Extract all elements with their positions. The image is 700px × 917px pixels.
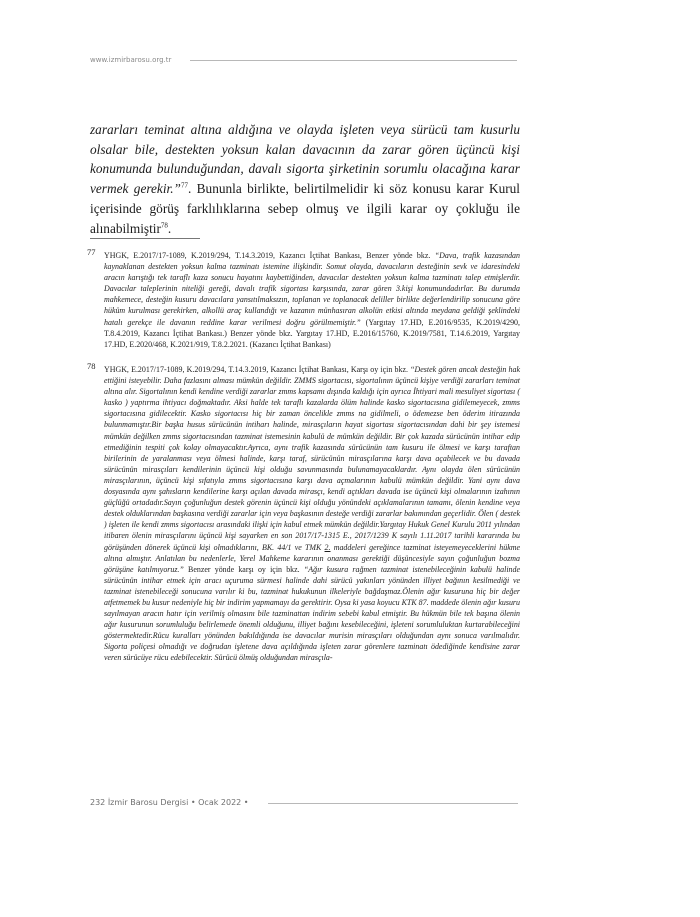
footnote-underlined: 2. (324, 542, 331, 552)
body-paragraph (90, 120, 520, 238)
body-italic-quote: zararları teminat altına aldığına ve olayda işleten veya sürücü tam kusurlu olsalar bile, destekten yoksun kalan davacının da zarar gören üçüncü kişi konumunda bulunduğundan, davalı sigorta şirketinin sorumlu olacağına karar vermek gerekir.” (90, 122, 520, 197)
footnote-ref-77: 77 (180, 181, 188, 190)
footnote-text (90, 364, 520, 664)
footnote-text (90, 250, 520, 350)
footnote-quote-3: “Ağır kusura rağmen tazminat istenebileceğinin kabulü halinde sürücünün intihar etmek için aracı uçuruma sürmesi halinde dahi sürücü yakınları yönünden illiyet bağının kesilmediği ve tazminat istenebileceği sonucuna varılır ki bu, tazminat hukukunun ilkeleriyle bağdaşmaz.Ölenin ağır kusuruna hiç bir değer atfetmemek bu kusur nedeniyle hiç bir indirim yapmamayı da gerektirir. Oysa ki yasa koyucu KTK 87. maddede ölenin ağır kusuru sayılmayan aracın hatır için verilmiş olmasını bile tazminattan indirim sebebi kabul etmiştir. Bu hükmün bile tek başına ölenin ağır kusurunun sorumluluğu belirlemede önemli olduğunu, illiyet bağını kesebileceğini, işleteni sorumluluktan kurtarabileceğini göstermektedir.Rücu kuralları yönünden bakıldığında ise davacılar murisin mirasçıları olduğundan aynı sonuca varılmalıdır. Sigorta poliçesi olmadığı ve doğrudan işletene dava açıldığında işleten zarar görenlere tazminatı ödediğinde kendisine zarar veren sürücüye rücu edebilecektir. Sürücü ölmüş olduğundan mirasçıla- (104, 564, 520, 663)
body-normal-text: . Bununla birlikte, belirtilmelidir ki söz konusu karar Kurul içerisinde görüş farklılıklarına sebep olmuş ve ilgili karar oy çokluğu ile alınabilmiştir (90, 181, 521, 236)
footer-rule (268, 803, 518, 804)
footnote-78 (87, 361, 520, 664)
footnote-intro: YHGK, E.2017/17-1089, K.2019/294, T.14.3.2019, Kazancı İçtihat Bankası, Karşı oy için bkz. (104, 365, 411, 374)
footnote-intro: YHGK, E.2017/17-1089, K.2019/294, T.14.3.2019, Kazancı İçtihat Bankası, Benzer yönde bkz. (104, 251, 435, 260)
footnote-number: 78 (87, 361, 96, 371)
body-end: . (167, 220, 172, 236)
footnote-middle: Benzer yönde karşı oy için bkz. (183, 564, 304, 574)
footnote-77 (87, 247, 520, 350)
footnote-quote-1: “Destek gören ancak desteğin hak ettiğini isteyebilir. Daha fazlasını alması mümkün değildir. ZMMS sigortacısı, sigortalının üçüncü kişiye verdiği zararları teminat altına alır. Sigortalının kendi kendine verdiği zararlar zmms kapsamı dışında kaldığı için ayrıca İhtiyari mali mesuliyet sigortası ( kasko ) yaptırma ihtiyacı doğmaktadır. Aksi halde tek taraflı kazalarda ölüm halinde kasko sigortacısına gidilemeyecek, zmms sigortacısına gidilecektir. Kasko sigortacısı hiç bir zaman öncelikle zmms na gidilmeli, o ödemezse ben öderim itirazında bulunmamıştır.Bir başka husus sürücünün intiharı halinde, mirasçıların hayat sigortası sigortacısından dahi bir şey istemesi mümkün değilken zmms sigortacısından tazminat istemesinin kabulü de mümkün değildir. Bir çok kazada sürücünün intihar edip etmediğinin tespiti çok kolay olmayacaktır.Ayrıca, aynı trafik kazasında sürücünün tam kusuru ile ölmesi ve karşı taraftan birilerinin de yaralanması veya ölmesi halinde, karşı taraf, sürücünün mirasçılarına karşı dava açabilecek ve bu davada sürücünün mirasçıları kendilerinin üçüncü kişi olduğu savunmasında bulunamayacaklardır. Aynı olayda ölen sürücünün mirasçılarının, üçüncü kişi sıfatıyla zmms sigortacısına karşı dava açmalarının kabulü mümkün değildir. Yani aynı dava dosyasında aynı şahısların kendilerine karşı açılan davada mirasçı, kendi açtıkları davada ise üçüncü kişi olmalarının izahının güçlüğü ortadadır.Sayın çoğunluğun destek görenin üçüncü kişi olduğu yönündeki açıklamalarının tamamı, ölenin kendine veya destek olduklarından başkasına verdiği zararlar için veya başkasının desteğe verdiği zararlar bakımından geçerlidir. Ölen ( destek ) işleten ile kendi zmms sigortacısı arasındaki ilişki için kabul etmek mümkün değildir.Yargıtay Hukuk Genel Kurulu 2011 yılından itibaren ölenin mirasçılarını üçüncü kişi sayarken en son 2017/17-1315 E., 2017/1239 K sayılı 1.11.2017 tarihli kararında bu görüşünden dönerek üçüncü kişi olmadıklarını, BK. 44/1 ve TMK (104, 365, 520, 552)
footer-page-info: 232 İzmir Barosu Dergisi • Ocak 2022 • (90, 798, 249, 807)
footnote-quote-2: maddeleri gereğince tazminat isteyemeyeceklerini hükme altına almıştır. Anlatılan bu nedenlerle, Yerel Mahkeme kararının onanması gerektiği düşüncesiyle sayın çoğunluğun bozma görüşüne katılmıyoruz.” (104, 542, 520, 574)
footnote-ref-78: 78 (160, 221, 168, 230)
header-rule (190, 60, 517, 61)
header-site-url: www.izmirbarosu.org.tr (90, 56, 172, 64)
footnote-separator (90, 238, 200, 239)
footnote-quote: “Dava, trafik kazasından kaynaklanan destekten yoksun kalma tazminatı istemine ilişkindir. Somut olayda, davacıların desteğinin sevk ve idaresindeki aracın karıştığı tek taraflı kaza sonucu hayatını kaybettiğinden, davacılar destekten yoksun kalma tazminatı talep etmişlerdir. Davacılar taleplerinin niteliği gereği, davalı trafik sigortası karşısında, zarar gören 3.kişi konumundadırlar. Bu durumda mahkemece, desteğin kusuru davacılara yansıtılmaksızın, toplanan ve toplanacak deliller birlikte değerlendirilip sonucuna göre hüküm kurulması gerekirken, alkollü araç kullandığı ve kazanın münhasıran alkolün etkisi altında meydana geldiği şeklindeki hatalı gerekçe ile davanın reddine karar verilmesi doğru görülmemiştir.” (104, 251, 520, 327)
footnote-number: 77 (87, 247, 96, 257)
footnote-rest: (Yargıtay 17.HD, E.2016/9535, K.2019/4290, T.8.4.2019, Kazancı İçtihat Bankası.) Benzer yönde bkz. Yargıtay 17.HD, E.2016/15760, K.2019/7581, T.14.6.2019, Yargıtay 17.HD, E.2020/468, K.2021/919, T.8.2.2021. (Kazancı İçtihat Bankası) (104, 317, 520, 349)
